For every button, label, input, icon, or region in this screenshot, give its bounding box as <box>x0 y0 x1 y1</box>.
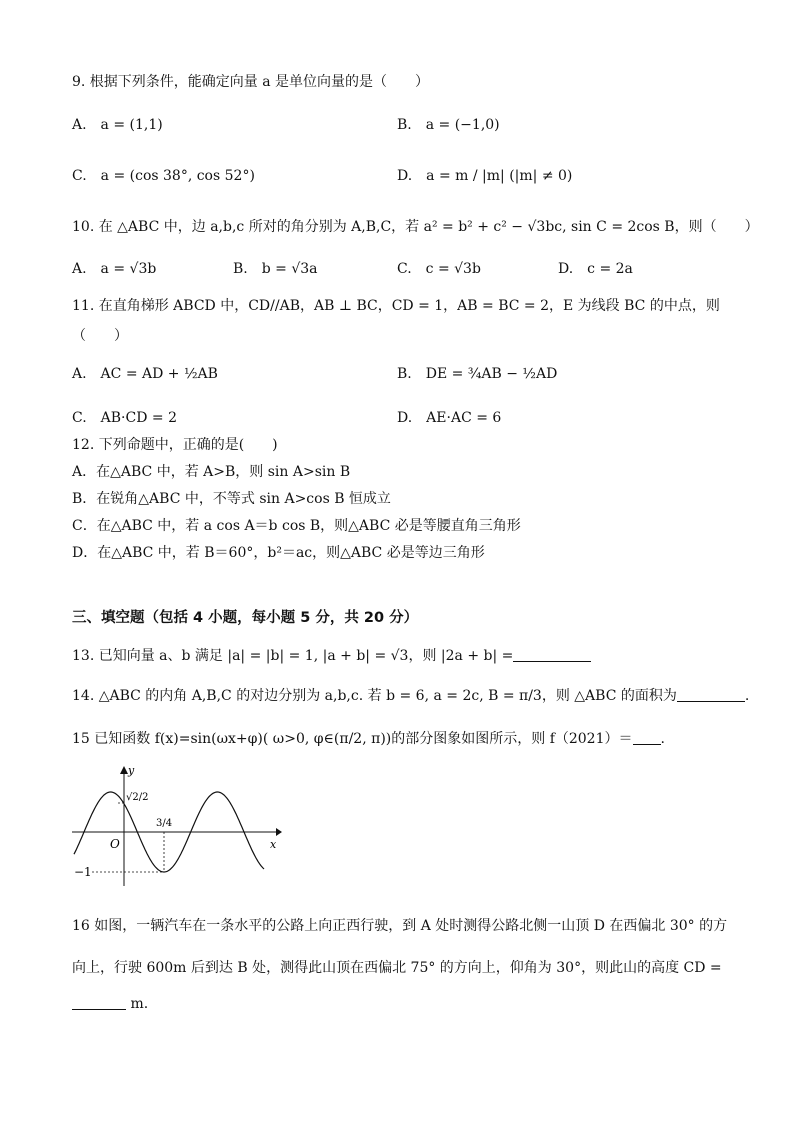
q15-answer-blank <box>633 744 661 745</box>
x-axis-arrow <box>276 828 282 836</box>
q12-option-b: B．在锐角△ABC 中，不等式 sin A>cos B 恒成立 <box>72 491 391 507</box>
q12-option-a: A．在△ABC 中，若 A>B，则 sin A>sin B <box>72 464 351 480</box>
q11-stem-line1: 11. 在直角梯形 ABCD 中，CD//AB，AB ⊥ BC，CD = 1，AB = BC = 2，E 为线段 BC 的中点，则 <box>72 298 720 314</box>
q10-option-a: A. a = √3b <box>72 261 157 277</box>
q16-line2: 向上，行驶 600m 后到达 B 处，测得此山顶在西偏北 75° 的方向上，仰角为 30°，则此山的高度 CD = <box>72 960 722 976</box>
q15-line <box>72 729 665 749</box>
q14-text: 14. △ABC 的内角 A,B,C 的对边分别为 a,b,c. 若 b = 6, a = 2c, B = π/3，则 △ABC 的面积为 <box>72 688 677 704</box>
origin-label: O <box>110 837 120 851</box>
section-heading: 三、填空题（包括 4 小题，每小题 5 分，共 20 分） <box>72 610 419 626</box>
minus-one-label: −1 <box>74 865 92 879</box>
q9-option-d: D. a = m / |m| (|m| ≠ 0) <box>397 168 573 184</box>
q11-option-b: B. DE = ¾AB − ½AD <box>397 366 558 382</box>
q15-text: 15 已知函数 f(x)=sin(ωx+φ)( ω>0, φ∈(π/2, π))的部分图象如图所示，则 f（2021）＝ <box>72 731 633 747</box>
q13-answer-blank <box>513 661 591 662</box>
q16-line1: 16 如图，一辆汽车在一条水平的公路上向正西行驶，到 A 处时测得公路北侧一山顶 D 在西偏北 30° 的方 <box>72 918 728 934</box>
q12-option-d: D．在△ABC 中，若 B＝60°，b²＝ac，则△ABC 必是等边三角形 <box>72 545 485 561</box>
q15-period: . <box>660 731 665 747</box>
sqrt2-over-2-label: √2/2 <box>126 792 149 803</box>
q12-stem: 12. 下列命题中，正确的是( ) <box>72 437 278 453</box>
q10-option-d: D. c = 2a <box>558 261 633 277</box>
q14-answer-blank <box>677 701 745 702</box>
q10-stem: 10. 在 △ABC 中，边 a,b,c 所对的角分别为 A,B,C，若 a² = b² + c² − √3bc, sin C = 2cos B，则（ ） <box>72 219 759 235</box>
q10-option-c: C. c = √3b <box>397 261 481 277</box>
q11-stem-line2: （ ） <box>72 328 128 344</box>
y-axis-arrow <box>120 766 128 774</box>
q16-line3 <box>72 994 148 1014</box>
q13-line <box>72 646 591 666</box>
q11-option-d: D. AE·AC = 6 <box>397 410 502 426</box>
q12-option-c: C．在△ABC 中，若 a cos A＝b cos B，则△ABC 必是等腰直角三角形 <box>72 518 521 534</box>
q13-text: 13. 已知向量 a、b 满足 |a| = |b| = 1, |a + b| = √3，则 |2a + b| = <box>72 648 514 664</box>
q9-option-c: C. a = (cos 38°, cos 52°) <box>72 168 255 184</box>
x-axis-label: x <box>270 838 277 851</box>
sine-graph <box>68 762 283 892</box>
q11-option-a: A. AC = AD + ½AB <box>72 366 218 382</box>
three-quarters-label: 3/4 <box>156 818 173 829</box>
q9-option-b: B. a = (−1,0) <box>397 117 500 133</box>
q10-option-b: B. b = √3a <box>233 261 318 277</box>
q9-option-a: A. a = (1,1) <box>72 117 163 133</box>
q9-stem: 9. 根据下列条件，能确定向量 a 是单位向量的是（ ） <box>72 74 430 90</box>
q14-line <box>72 686 749 706</box>
q11-option-c: C. AB·CD = 2 <box>72 410 177 426</box>
q16-unit: m. <box>126 996 149 1012</box>
q14-period: . <box>744 688 750 704</box>
y-axis-label: y <box>128 764 135 777</box>
q16-answer-blank <box>72 1009 126 1010</box>
